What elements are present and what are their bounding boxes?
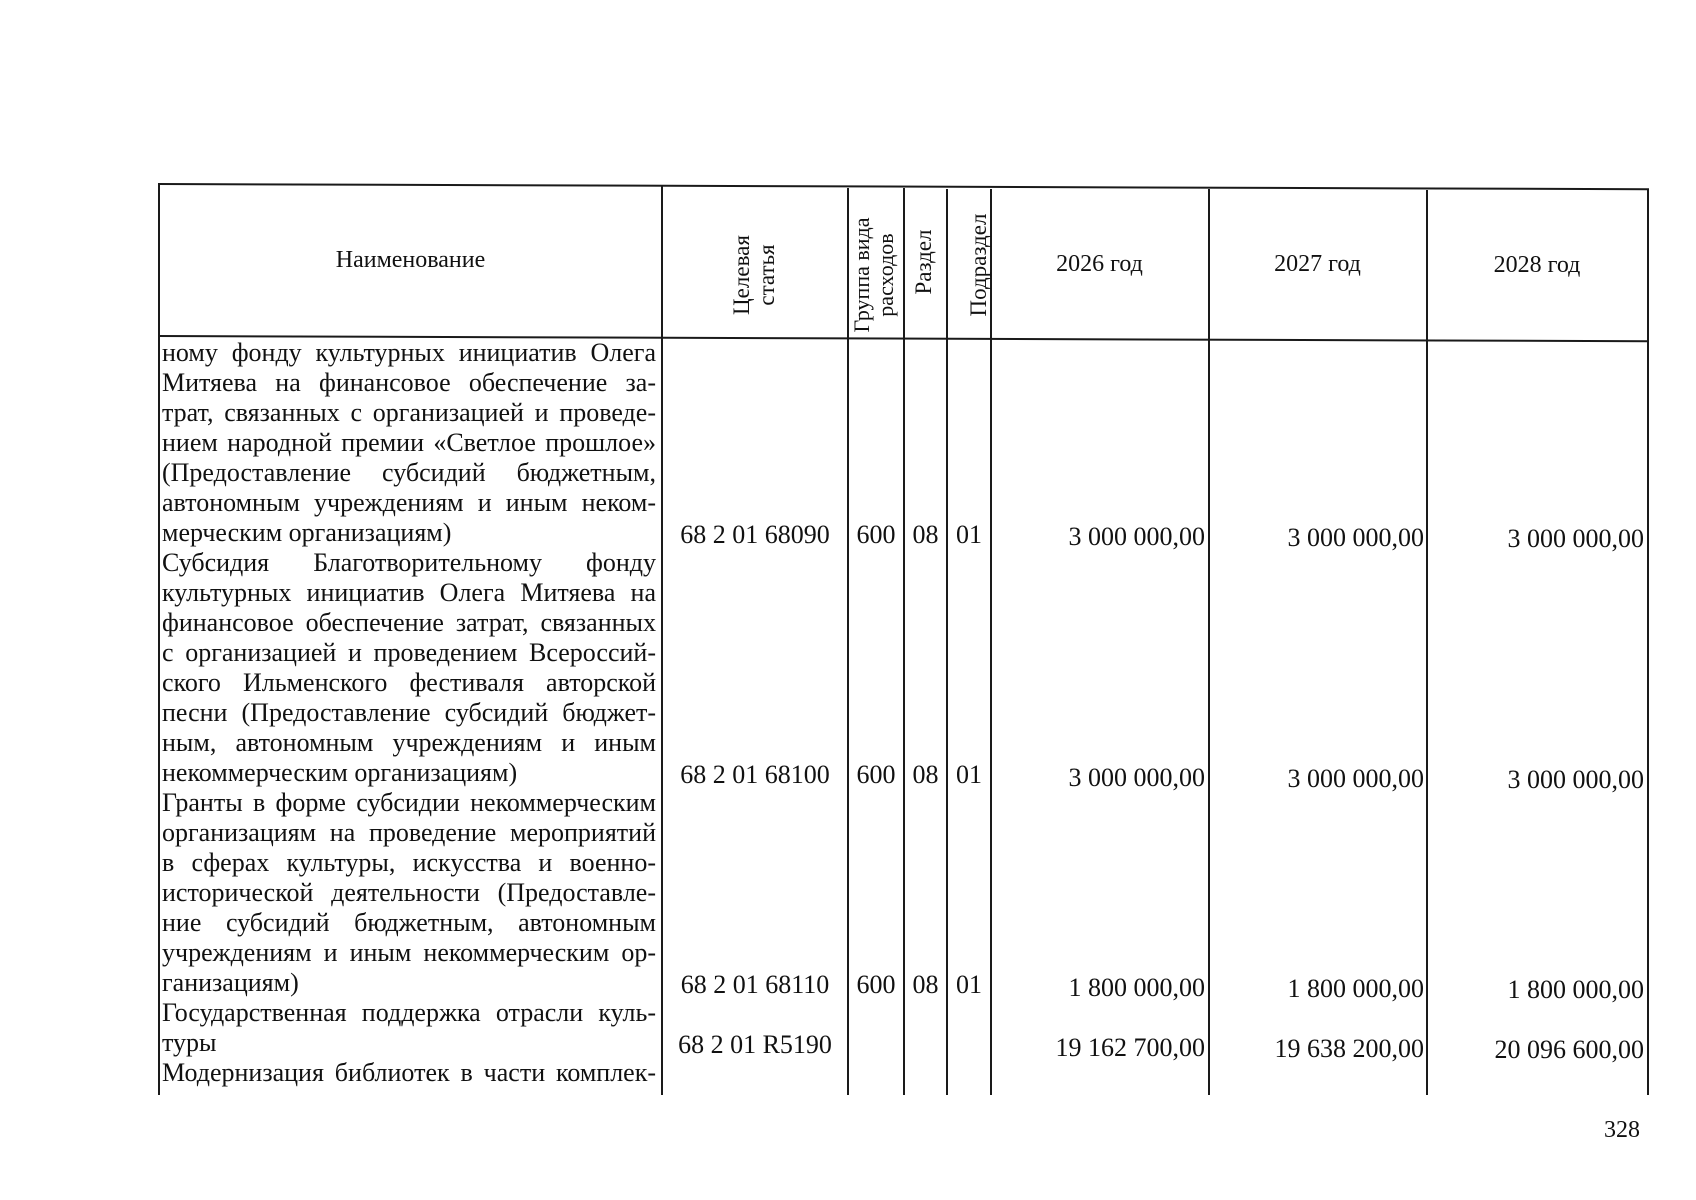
- row-3-y2027: 1 800 000,00: [1287, 974, 1424, 1003]
- row-1-y2028: 3 000 000,00: [1507, 524, 1644, 553]
- col-border-name: [661, 186, 663, 1095]
- header-name: Наименование: [335, 247, 486, 273]
- row-3-line-4: исторической деятельности (Предоставле-: [162, 878, 656, 907]
- row-3-section: 08: [912, 970, 939, 999]
- row-4-code: 68 2 01 R5190: [678, 1030, 832, 1059]
- header-expense-group: [850, 210, 902, 340]
- row-2-line-5: ского Ильменского фестиваля авторской: [162, 668, 656, 697]
- row-2-section: 08: [912, 760, 939, 789]
- row-1-line-2: Митяева на финансовое обеспечение за-: [162, 368, 656, 397]
- row-3-code: 68 2 01 68110: [680, 970, 830, 999]
- row-1-section: 08: [912, 520, 939, 549]
- header-subsection: Подраздел: [966, 213, 991, 317]
- row-3-line-2: организациям на проведение мероприятий: [162, 818, 656, 847]
- row-1-line-6: автономным учреждениям и иным неком-: [162, 488, 656, 517]
- row-3-line-3: в сферах культуры, искусства и военно-: [162, 848, 656, 877]
- row-5-line-1: Модернизация библиотек в части комплек-: [162, 1058, 656, 1087]
- row-1-subsection: 01: [956, 520, 982, 549]
- row-4-description: [162, 998, 656, 1058]
- col-border-right: [1647, 190, 1649, 1095]
- row-1-y2027: 3 000 000,00: [1287, 523, 1424, 552]
- row-3-y2026: 1 800 000,00: [1068, 973, 1205, 1002]
- col-border-section: [946, 189, 948, 1095]
- row-3-line-5: ние субсидий бюджетным, автономным: [162, 908, 656, 937]
- header-target-article-line2: статья: [754, 244, 779, 306]
- row-2-code: 68 2 01 68100: [680, 760, 830, 789]
- row-3-y2028: 1 800 000,00: [1507, 975, 1644, 1004]
- row-4-y2027: 19 638 200,00: [1274, 1034, 1424, 1063]
- row-1-line-3: трат, связанных с организацией и проведе-: [162, 398, 656, 427]
- row-1-description: [162, 338, 656, 548]
- page-number: 328: [1604, 1117, 1640, 1143]
- row-3-group: 600: [856, 970, 896, 999]
- header-year-2026: 2026 год: [1056, 251, 1143, 277]
- row-3-line-6: учреждениям и иным некоммерческим ор-: [162, 938, 656, 967]
- row-2-line-2: культурных инициатив Олега Митяева на: [162, 578, 656, 607]
- row-2-description: [162, 548, 656, 788]
- row-1-line-4: нием народной премии «Светлое прошлое»: [162, 428, 656, 457]
- header-expense-group-line2: расходов: [873, 233, 898, 317]
- row-5-description: [162, 1058, 656, 1088]
- row-2-subsection: 01: [956, 760, 982, 789]
- row-1-line-5: (Предоставление субсидий бюджетным,: [162, 458, 656, 487]
- row-4-line-1: Государственная поддержка отрасли куль-: [162, 998, 656, 1027]
- row-2-y2028: 3 000 000,00: [1507, 765, 1644, 794]
- row-1-y2026: 3 000 000,00: [1068, 522, 1205, 551]
- row-3-line-1: Гранты в форме субсидии некоммерческим: [162, 788, 656, 817]
- row-3-subsection: 01: [956, 970, 982, 999]
- row-2-line-7: ным, автономным учреждениям и иным: [162, 728, 656, 757]
- header-target-article: [729, 210, 781, 340]
- row-2-line-4: с организацией и проведением Всероссий-: [162, 638, 656, 667]
- header-expense-group-line1: Группа вида: [849, 217, 874, 333]
- header-year-2027: 2027 год: [1274, 251, 1361, 277]
- row-2-line-1: Субсидия Благотворительному фонду: [162, 548, 656, 577]
- row-1-code: 68 2 01 68090: [680, 520, 830, 549]
- row-2-line-6: песни (Предоставление субсидий бюджет-: [162, 698, 656, 727]
- header-section: Раздел: [911, 229, 936, 295]
- row-1-line-7: мерческим организациям): [162, 518, 452, 547]
- row-1-group: 600: [856, 520, 896, 549]
- row-3-description: [162, 788, 656, 998]
- row-2-line-8: некоммерческим организациям): [162, 758, 518, 787]
- row-2-group: 600: [856, 760, 896, 789]
- row-2-line-3: финансовое обеспечение затрат, связанных: [162, 608, 656, 637]
- row-4-y2026: 19 162 700,00: [1055, 1033, 1205, 1062]
- header-year-2028: 2028 год: [1493, 252, 1581, 278]
- row-4-line-2: туры: [162, 1028, 217, 1057]
- row-2-y2027: 3 000 000,00: [1287, 764, 1424, 793]
- row-4-y2028: 20 096 600,00: [1494, 1035, 1644, 1064]
- row-3-line-7: ганизациям): [162, 968, 299, 997]
- header-target-article-line1: Целевая: [729, 235, 754, 315]
- col-border-group: [903, 188, 905, 1095]
- row-2-y2026: 3 000 000,00: [1068, 763, 1205, 792]
- row-1-line-1: ному фонду культурных инициатив Олега: [162, 338, 656, 367]
